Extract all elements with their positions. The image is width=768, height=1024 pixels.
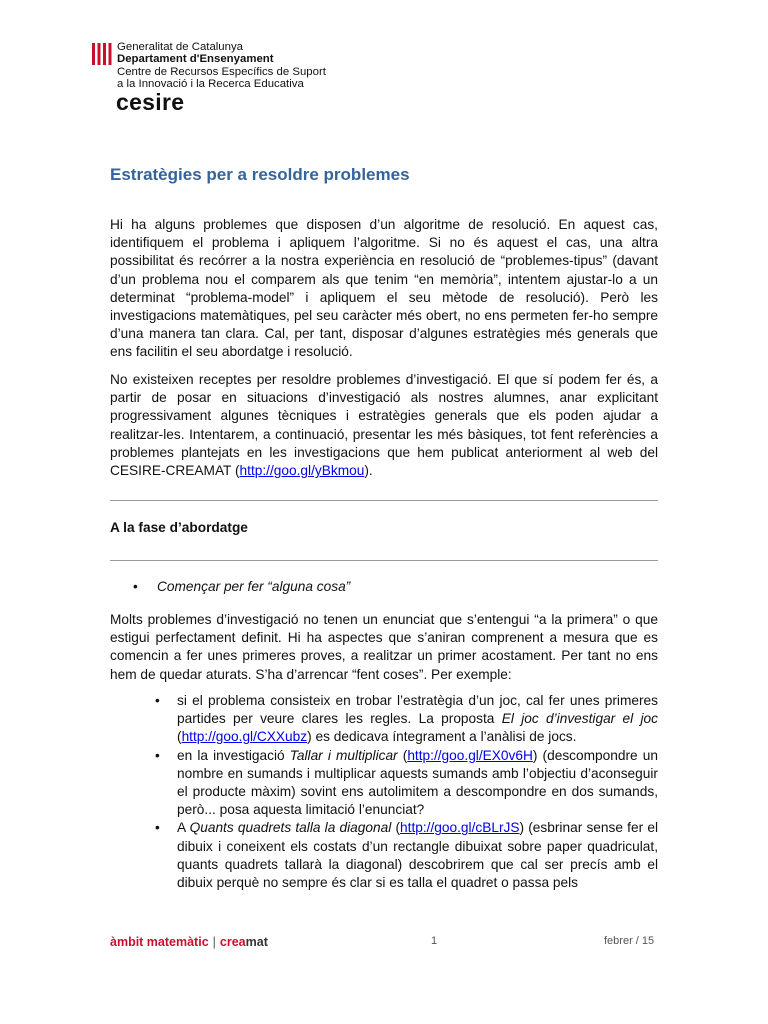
item-text-end: ) es dedicava íntegrament a l’anàlisi de jocs. bbox=[307, 729, 577, 745]
footer-date: febrer / 15 bbox=[604, 935, 655, 947]
footer-brand bbox=[110, 934, 268, 950]
paragraph-examples: Molts problemes d’investigació no tenen un enunciat que s’entengui “a la primera” o que estigui perfectament definit. Hi ha aspectes que s’aniran comprenent a mesura que es comencin a fer unes primeres proves, a realitzar un primer acostament. Per tant no ens hem de quedar aturats. S’ha d’arrencar “fent coses”. Per exemple: bbox=[110, 612, 658, 682]
list-item bbox=[155, 819, 658, 892]
bullet-icon: • bbox=[155, 820, 160, 836]
bullet-start-doing-label: Començar per fer “alguna cosa” bbox=[157, 579, 351, 594]
quadrets-diagonal-link[interactable]: http://goo.gl/cBLrJS bbox=[400, 820, 520, 836]
org-line-generalitat: Generalitat de Catalunya bbox=[117, 41, 244, 53]
list-item bbox=[155, 692, 658, 747]
item-title: Tallar i multiplicar bbox=[289, 747, 398, 763]
joc-investigar-link[interactable]: http://goo.gl/CXXubz bbox=[181, 729, 308, 745]
item-paren-open: ( bbox=[177, 729, 182, 745]
org-line-innovacio: a la Innovació i la Recerca Educativa bbox=[117, 78, 304, 91]
bullet-icon: • bbox=[155, 747, 160, 763]
item-title: El joc d’investigar el joc bbox=[501, 711, 658, 727]
footer-brand-crea: crea bbox=[219, 935, 246, 949]
divider-top bbox=[110, 500, 658, 501]
item-text: en la investigació bbox=[177, 747, 290, 763]
org-line-centre: Centre de Recursos Específics de Suport bbox=[117, 65, 326, 78]
examples-list bbox=[155, 692, 658, 892]
item-text-end: ) (esbrinar sense fer el dibuix i coneixent els costats d’un rectangle dibuixat sobre paper quadriculat, quants quadrets tallarà la diagonal) descobrirem que cal ser precís amb el dibuix perquè no sempre és clar si es talla el quadret o passa pels bbox=[177, 820, 658, 891]
item-text: si el problema consisteix en trobar l’estratègia d’un joc, cal fer unes primeres partides per veure clares les regles. La proposta bbox=[177, 693, 658, 727]
item-title: Quants quadrets talla la diagonal bbox=[189, 820, 392, 836]
paragraph-recipes-text: No existeixen receptes per resoldre problemes d’investigació. El que sí podem fer és, a partir de posar en situacions d’investigació als nostres alumnes, anar explicitant progressivament algunes tècniques i estratègies generals que els poden ajudar a realitzar-les. Intentarem, a continuació, presentar les més bàsiques, tot fent referències a problemes plantejats en les investigacions que hem publicat anteriorment al web del CESIRE-CREAMAT ( bbox=[110, 372, 658, 479]
paragraph-recipes bbox=[110, 371, 658, 480]
org-line-departament: Departament d'Ensenyament bbox=[117, 53, 274, 66]
page-number: 1 bbox=[431, 935, 438, 947]
tallar-multiplicar-link[interactable]: http://goo.gl/EX0v6H bbox=[407, 747, 533, 763]
divider-bottom bbox=[110, 560, 658, 561]
list-item bbox=[155, 747, 658, 820]
footer-brand-mat: mat bbox=[245, 935, 268, 949]
page-title: Estratègies per a resoldre problemes bbox=[110, 165, 410, 184]
item-text-end: ) (descompondre un nombre en sumands i multiplicar aquests sumands amb l’objectiu d’aconseguir el producte màxim) sovint ens autolimitem a descompondre en dos sumands, però... posa aquesta limitació l’enunciat? bbox=[177, 747, 658, 818]
generalitat-logo-icon bbox=[92, 43, 112, 65]
section-heading: A la fase d’abordatge bbox=[110, 520, 248, 535]
organization-name bbox=[117, 41, 326, 91]
footer-brand-ambit: àmbit matemàtic bbox=[110, 935, 209, 949]
cesire-creamat-link[interactable]: http://goo.gl/yBkmou bbox=[239, 463, 365, 479]
item-paren-open: ( bbox=[391, 820, 401, 836]
cesire-logo: cesire bbox=[116, 89, 185, 115]
footer-brand-separator: | bbox=[212, 935, 216, 949]
item-text: A bbox=[177, 820, 190, 836]
bullet-icon: • bbox=[133, 579, 138, 594]
paragraph-recipes-end: ). bbox=[364, 463, 373, 479]
item-paren-open: ( bbox=[397, 747, 408, 763]
bullet-icon: • bbox=[155, 693, 160, 708]
paragraph-intro: Hi ha alguns problemes que disposen d’un algoritme de resolució. En aquest cas, identifiquem el problema i apliquem l’algoritme. Si no és aquest el cas, una altra possibilitat és recórrer a la nostra experiència en resolució de “problemes-tipus” (davant d’un problema nou el comparem als que tenim “en memòria”, intentem ajustar-lo a un determinat “problema-model” i apliquem el seu mètode de resolució). Però les investigacions matemàtiques, pel seu caràcter més obert, no ens permeten fer-ho sempre d’una manera tan clara. Cal, per tant, disposar d’algunes estratègies més generals que ens facilitin el seu abordatge i resolució. bbox=[110, 217, 658, 360]
